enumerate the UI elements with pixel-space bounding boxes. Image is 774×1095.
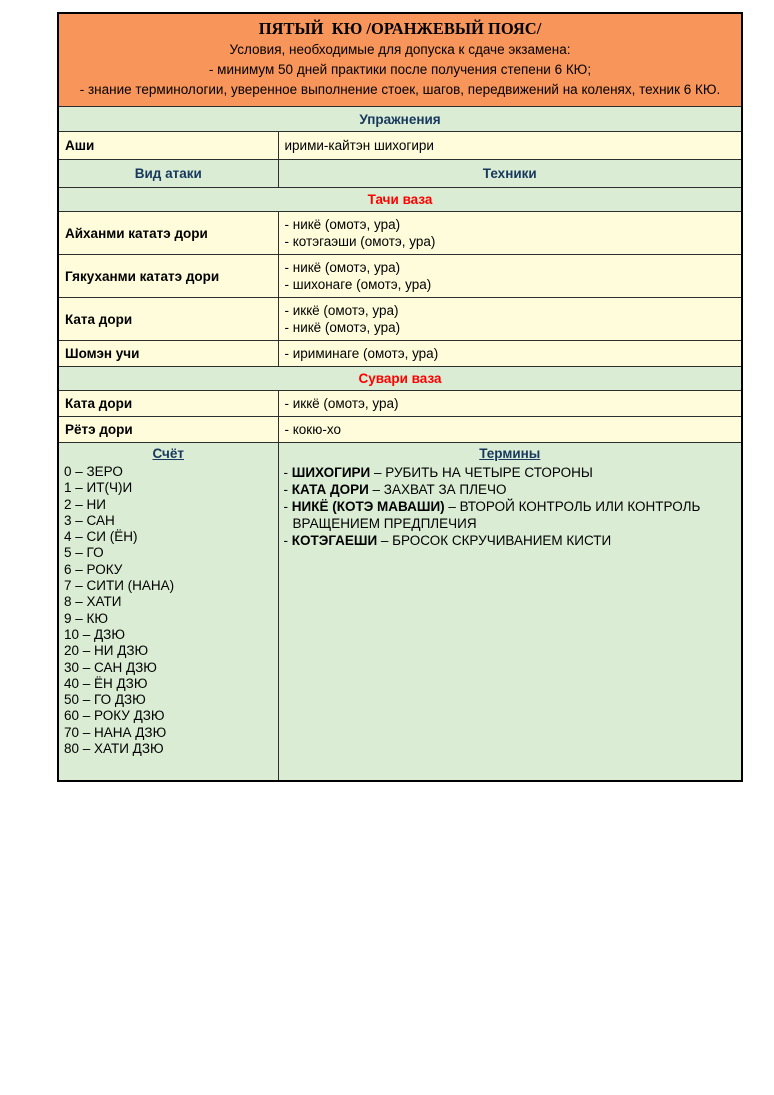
term-name: ШИХОГИРИ [291,465,371,480]
count-header: Счёт [152,446,185,461]
attack-cell: Шомэн учи [58,341,278,367]
technique-line: - котэгаэши (омотэ, ура) [284,234,436,249]
count-item: 9 – КЮ [64,610,109,626]
count-item: 10 – ДЗЮ [64,626,125,642]
techniques-cell [278,298,742,341]
count-item: 0 – ЗЕРО [64,464,123,479]
column-header-attack: Вид атаки [58,160,278,188]
exercise-row [58,132,742,160]
count-item: 1 – ИТ(Ч)И [64,480,133,496]
count-item: 8 – ХАТИ [64,594,122,610]
count-item: 6 – РОКУ [64,561,123,577]
column-header-row [58,160,742,188]
section-title: Тачи ваза [58,188,742,212]
exercises-header: Упражнения [58,107,742,132]
count-item: 50 – ГО ДЗЮ [64,692,146,708]
exercise-name-cell: Аши [58,132,278,160]
count-terms-row [58,443,742,781]
techniques-cell [278,391,742,417]
technique-row [58,417,742,443]
technique-line: - иккё (омотэ, ура) [284,303,399,318]
techniques-cell [278,255,742,298]
count-item: 70 – НАНА ДЗЮ [64,724,167,740]
attack-cell: Рётэ дори [58,417,278,443]
term-item: - КАТА ДОРИ – ЗАХВАТ ЗА ПЛЕЧО [283,482,507,497]
term-name: КАТА ДОРИ [291,482,369,497]
count-item: 7 – СИТИ (НАНА) [64,578,175,594]
header-row [58,13,742,107]
technique-row [58,255,742,298]
technique-line: - никё (омотэ, ура) [284,320,401,335]
technique-line: - шихонаге (омотэ, ура) [284,277,432,292]
technique-line: - иккё (омотэ, ура) [284,396,399,411]
count-item: 30 – САН ДЗЮ [64,659,157,675]
terms-header: Термины [479,446,541,461]
technique-line: - никё (омотэ, ура) [284,260,401,275]
count-list [64,464,273,757]
attack-cell: Ката дори [58,391,278,417]
count-cell [58,443,278,781]
techniques-cell [278,341,742,367]
count-item: 40 – ЁН ДЗЮ [64,675,148,691]
technique-row [58,391,742,417]
attack-cell: Гякуханми кататэ дори [58,255,278,298]
condition-practice: - минимум 50 дней практики после получения степени 6 КЮ; [208,62,592,77]
attack-cell: Айханми кататэ дори [58,212,278,255]
page-title: ПЯТЫЙ КЮ /ОРАНЖЕВЫЙ ПОЯС/ [258,19,542,38]
term-name: НИКЁ (КОТЭ МАВАШИ) [291,499,445,514]
count-item: 80 – ХАТИ ДЗЮ [64,741,164,757]
technique-line: - кокю-хо [284,422,341,437]
column-header-techniques: Техники [278,160,742,188]
section-title-row [58,367,742,391]
count-item: 60 – РОКУ ДЗЮ [64,708,165,724]
count-item: 4 – СИ (ЁН) [64,529,138,545]
condition-knowledge: - знание терминологии, уверенное выполнение стоек, шагов, передвижений на коленях, техник 6 КЮ. [79,82,721,97]
technique-row [58,212,742,255]
technique-line: - никё (омотэ, ура) [284,217,401,232]
section-title: Сувари ваза [58,367,742,391]
technique-line: - ириминаге (омотэ, ура) [284,346,439,361]
exam-table [57,12,743,782]
term-item: - КОТЭГАЕШИ – БРОСОК СКРУЧИВАНИЕМ КИСТИ [283,533,612,548]
technique-row [58,341,742,367]
techniques-cell [278,417,742,443]
count-item: 5 – ГО [64,545,104,561]
count-item: 3 – САН [64,512,115,528]
attack-cell: Ката дори [58,298,278,341]
exercises-header-row [58,107,742,132]
term-item: - ШИХОГИРИ – РУБИТЬ НА ЧЕТЫРЕ СТОРОНЫ [283,465,593,480]
terms-list [284,464,737,549]
count-item: 2 – НИ [64,496,106,512]
section-title-row [58,188,742,212]
term-name: КОТЭГАЕШИ [291,533,378,548]
term-item: - НИКЁ (КОТЭ МАВАШИ) – ВТОРОЙ КОНТРОЛЬ ИЛИ КОНТРОЛЬ ВРАЩЕНИЕМ ПРЕДПЛЕЧИЯ [283,499,701,531]
count-item: 20 – НИ ДЗЮ [64,643,149,659]
header-cell [58,13,742,107]
technique-row [58,298,742,341]
terms-cell [278,443,742,781]
conditions-intro: Условия, необходимые для допуска к сдаче экзамена: [229,42,571,57]
exercise-value-cell: ирими-кайтэн шихогири [278,132,742,160]
techniques-cell [278,212,742,255]
